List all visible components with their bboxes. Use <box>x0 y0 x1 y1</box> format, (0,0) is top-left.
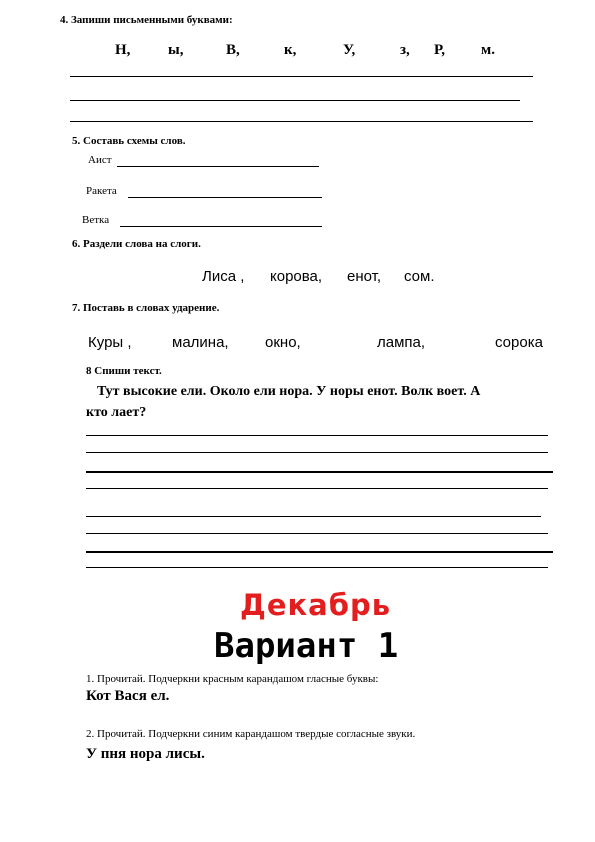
variant-task2-title: 2. Прочитай. Подчеркни синим карандашом твердые согласные звуки. <box>86 728 416 740</box>
letter-item: з, <box>400 42 410 58</box>
syllable-word: енот, <box>347 268 382 285</box>
stress-word: малина, <box>172 334 229 351</box>
letter-item: м. <box>481 42 495 58</box>
stress-word: окно, <box>265 334 301 351</box>
letter-item: к, <box>284 42 297 58</box>
task6-title: 6. Раздели слова на слоги. <box>72 238 201 250</box>
task5-title: 5. Составь схемы слов. <box>72 135 186 147</box>
scheme-line <box>120 226 322 227</box>
writing-line <box>86 488 548 489</box>
syllable-word: Лиса , <box>202 268 245 285</box>
letter-item: ы, <box>168 42 184 58</box>
writing-line <box>70 121 533 122</box>
copy-text-line2: кто лает? <box>86 405 147 420</box>
letter-item: Н, <box>115 42 131 58</box>
task7-title: 7. Поставь в словах ударение. <box>72 302 220 314</box>
month-heading: Декабрь <box>240 588 392 622</box>
letter-item: Р, <box>434 42 446 58</box>
scheme-word: Ветка <box>82 214 110 226</box>
stress-word: Куры , <box>88 334 132 351</box>
syllable-word: сом. <box>404 268 435 285</box>
syllable-word: корова, <box>270 268 323 285</box>
stress-word: сорока <box>495 334 543 351</box>
writing-line <box>70 76 533 77</box>
letter-item: В, <box>226 42 240 58</box>
letter-item: У, <box>343 42 356 58</box>
variant-heading: Вариант 1 <box>214 626 399 666</box>
writing-line <box>86 435 548 436</box>
writing-line <box>86 533 548 534</box>
writing-line <box>70 100 520 101</box>
writing-line <box>86 551 553 553</box>
writing-line <box>86 516 541 517</box>
stress-word: лампа, <box>377 334 426 351</box>
copy-text-line1: Тут высокие ели. Около ели нора. У норы енот. Волк воет. А <box>97 384 481 399</box>
writing-line <box>86 471 553 473</box>
task4-title: 4. Запиши письменными буквами: <box>60 14 233 26</box>
writing-line <box>86 452 548 453</box>
variant-task1-title: 1. Прочитай. Подчеркни красным карандашом гласные буквы: <box>86 673 379 685</box>
variant-task2-text: У пня нора лисы. <box>86 746 205 762</box>
task8-title: 8 Спиши текст. <box>86 365 162 377</box>
scheme-word: Ракета <box>86 185 117 197</box>
scheme-line <box>128 197 322 198</box>
scheme-word: Аист <box>88 154 112 166</box>
writing-line <box>86 567 548 568</box>
variant-task1-text: Кот Вася ел. <box>86 688 170 704</box>
scheme-line <box>117 166 319 167</box>
